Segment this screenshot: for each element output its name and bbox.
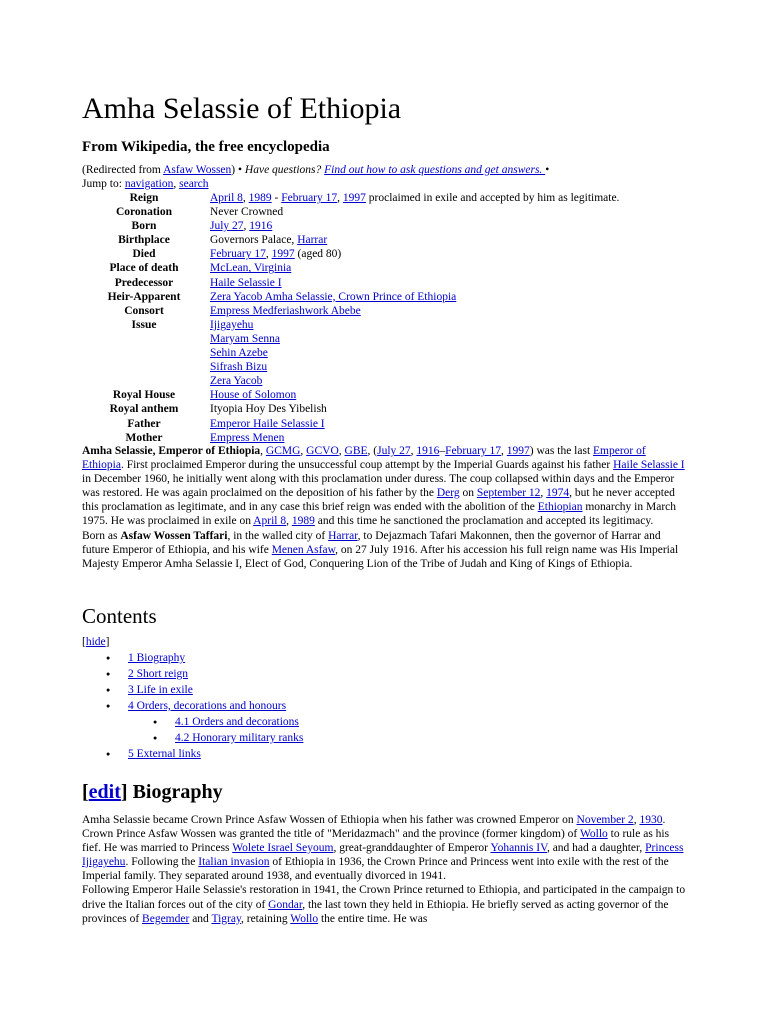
consort-value [210,304,619,318]
infobox-row-place-of-death [82,261,619,275]
table-of-contents [82,650,303,762]
wolete-israel-seyoum-link[interactable]: Wolete Israel Seyoum [232,842,334,855]
died-year-link[interactable]: 1997 [271,248,295,261]
edit-section-link[interactable]: edit [88,781,121,803]
coronation-year-link[interactable]: 1930 [639,814,663,826]
consort-label: Consort [124,304,164,317]
issue-link[interactable]: Maryam Senna [210,332,280,345]
infobox-row-born [82,219,619,233]
lead-section [82,444,688,571]
toc-hide-toggle [82,636,110,648]
born-comma: , [243,220,250,233]
toc-link-external-links[interactable]: 5 External links [128,748,201,760]
mother-link[interactable]: Empress Menen [210,431,285,444]
reign-comma-2: , [337,192,343,204]
infobox [82,191,619,445]
heir-link[interactable]: Zera Yacob Amha Selassie, Crown Prince of Ethiopia [210,290,457,303]
anthem-value: Ityopia Hoy Des Yibelish [210,403,327,416]
coronation-date-link[interactable]: November 2 [576,814,634,826]
reign-label: Reign [129,192,159,204]
text-run: , ( [367,445,378,457]
ask-questions-label: Find out how to ask questions and get answers. [324,164,546,176]
infobox-row-heir [82,290,619,304]
infobox-row-predecessor [82,276,619,290]
edit-bracket-close: ] [120,781,128,803]
hide-bracket-open: [ [82,636,86,648]
text-run: , on 27 July 1916. After his accession his full reign name was His Imperial Majesty Emperor Amha Selassie I, Elect of God, Conquering Lion of the Tribe of Judah and King of Kings of Ethiopia. [82,543,679,570]
reign-note: proclaimed in exile and accepted by him as legitimate. [365,192,620,204]
infobox-row-reign [82,191,619,205]
house-link[interactable]: House of Solomon [210,389,297,402]
jump-search-link[interactable]: search [179,178,209,190]
biography-paragraph-2 [82,883,688,925]
redirect-mid: ) • [231,164,245,176]
gondar-link[interactable]: Gondar [268,898,303,911]
birth-name: Asfaw Wossen Taffari [120,529,228,542]
text-run: , in the walled city of [227,529,329,542]
house-value [210,388,619,402]
exile-year-link[interactable]: 1989 [291,515,315,528]
menen-asfaw-link[interactable]: Menen Asfaw [271,543,336,556]
text-run: , [501,445,507,457]
infobox-row-father [82,417,619,431]
mother-label: Mother [125,431,163,444]
toc-link-orders-decorations[interactable]: 4.1 Orders and decorations [175,716,299,728]
text-run: Born as [82,529,121,542]
died-comma: , [265,248,272,261]
reign-value [210,191,619,205]
coronation-value: Never Crowned [210,206,284,219]
haile-selassie-link[interactable]: Haile Selassie I [613,459,685,472]
infobox-row-birthplace [82,233,619,247]
text-run: Amha Selassie became Crown Prince Asfaw Wossen of Ethiopia when his father was crowned Emperor on [82,814,577,826]
died-label: Died [132,248,156,261]
text-run: the entire time. He was [318,912,428,925]
died-date-link[interactable]: February 17 [210,248,266,261]
birthplace-value [210,233,619,247]
born-label: Born [131,220,157,233]
gbe-link[interactable]: GBE [344,445,368,457]
born-date-link[interactable]: July 27 [210,220,244,233]
lead-name: Amha Selassie, Emperor of Ethiopia [82,445,261,457]
birthplace-harrar-link[interactable]: Harrar [297,234,328,247]
ask-questions-link[interactable] [324,164,545,176]
biography-paragraph-1 [82,813,688,883]
text-run: , the last town they held in Ethiopia. He briefly served as acting governor of the provinces of [82,898,669,925]
contents-heading: Contents [82,604,157,628]
text-run: on [459,487,477,500]
coronation-label: Coronation [115,206,173,219]
birthplace-text: Governors Palace, [210,234,298,247]
jump-navigation-link[interactable]: navigation [124,178,174,190]
page-subtitle: From Wikipedia, the free encyclopedia [82,139,330,155]
biography-section [82,813,688,926]
text-run: ) was the last [529,445,594,457]
biography-heading [82,781,223,804]
heir-value [210,290,619,304]
text-run: , [633,814,640,826]
wollo-link[interactable]: Wollo [579,828,608,841]
reign-start-year-link[interactable]: 1989 [248,192,272,204]
wollo-link[interactable]: Wollo [290,912,319,925]
toc-link-biography[interactable]: 1 Biography [128,652,186,664]
father-label: Father [127,417,161,430]
mother-value [210,431,619,445]
text-run: , [540,487,547,500]
issue-link[interactable]: Ijigayehu [210,318,254,331]
toc-link-short-reign[interactable]: 2 Short reign [128,668,189,680]
text-run: , great-granddaughter of Emperor [333,842,491,855]
text-run: . Crown Prince Asfaw Wossen was granted the title of "Meridazmach" and the province (former kingdom) of [82,814,666,841]
reign-end-year-link[interactable]: 1997 [342,192,366,204]
deposition-date-link[interactable]: September 12 [476,487,541,500]
gcmg-link[interactable]: GCMG [265,445,301,457]
text-run: , [300,445,307,457]
edit-bracket-open: [ [82,781,89,803]
text-run: , and had a daughter, [546,842,646,855]
lead-paragraph-2 [82,529,688,571]
died-age: (aged 80) [294,248,342,261]
toc-link-military-ranks[interactable]: 4.2 Honorary military ranks [175,732,304,744]
begemder-link[interactable]: Begemder [142,912,190,925]
issue-label: Issue [131,318,157,331]
text-run: to rule as his fief. He was married to Princess [82,828,670,855]
text-run: . First proclaimed Emperor during the unsuccessful coup attempt by the Imperial Guards against his father [120,459,614,472]
text-run: . Following the [125,856,199,869]
infobox-row-anthem [82,402,619,416]
text-run: of Ethiopia in 1936, the Crown Prince and Princess went into exile with the rest of the Imperial family. They separated around 1938, and eventually divorced in 1941. [82,856,669,883]
text-run: – [439,445,446,457]
place-of-death-value [210,261,619,275]
infobox-row-died [82,247,619,261]
death-date-link[interactable]: February 17 [445,445,502,457]
text-run: and [189,912,212,925]
toc-link-life-in-exile[interactable]: 3 Life in exile [128,684,193,696]
jump-prefix: Jump to: [82,178,125,190]
toc-item [82,682,303,698]
yohannis-iv-link[interactable]: Yohannis IV [490,842,547,855]
text-run: in December 1960, he initially went along with this proclamation under duress. The coup collapsed within days and the Emperor was restored. He was again proclaimed on the deposition of his father by the [82,473,675,500]
redirect-suffix: • [545,164,550,176]
princess-ijigayehu-link[interactable]: Princess Ijigayehu [82,842,684,869]
gcvo-link[interactable]: GCVO [306,445,339,457]
text-run: , [410,445,417,457]
reign-dash: - [271,192,282,204]
place-of-death-label: Place of death [109,262,179,275]
died-value [210,247,619,261]
heir-label: Heir-Apparent [107,290,181,303]
reign-end-date-link[interactable]: February 17 [281,192,338,204]
reign-start-date-link[interactable]: April 8 [210,192,243,204]
deposition-year-link[interactable]: 1974 [546,487,570,500]
predecessor-label: Predecessor [114,276,174,289]
toc-link-orders[interactable]: 4 Orders, decorations and honours [128,700,287,712]
text-run: , [338,445,345,457]
infobox-row-issue [82,318,619,388]
predecessor-link[interactable]: Haile Selassie I [210,276,282,289]
text-run: monarchy in March 1975. He was proclaimed in exile on [82,501,677,528]
text-run: and this time he sanctioned the proclamation and accepted its legitimacy. [314,515,654,528]
toc-subitem [82,714,303,730]
exile-date-link[interactable]: April 8 [253,515,287,528]
toc-item [82,698,303,714]
death-year-link[interactable]: 1997 [506,445,530,457]
toc-item [82,650,303,666]
text-run: , [260,445,266,457]
page-title: Amha Selassie of Ethiopia [82,92,402,125]
issue-link[interactable]: Sehin Azebe [210,347,268,360]
derg-link[interactable]: Derg [436,487,460,500]
ethiopian-link[interactable]: Ethiopian [537,501,583,514]
hide-bracket-close: ] [105,636,110,648]
birthplace-label: Birthplace [118,234,170,247]
text-run: Following Emperor Haile Selassie's restoration in 1941, the Crown Prince returned to Ethiopia, and participated in the campaign to drive the Italian forces out of the city of [82,884,686,911]
redirect-prefix: (Redirected from [82,164,164,176]
predecessor-value [210,276,619,290]
house-label: Royal House [112,389,176,402]
issue-value [210,318,619,388]
italian-invasion-link[interactable]: Italian invasion [198,856,270,869]
text-run: , [286,515,292,528]
issue-link[interactable]: Zera Yacob [210,375,263,388]
toc-item [82,746,303,762]
questions-text: Have questions? [244,164,322,176]
born-year-link[interactable]: 1916 [249,220,273,233]
tigray-link[interactable]: Tigray [211,912,241,925]
text-run: , to Dejazmach Tafari Makonnen, then the governor of Harrar and future Emperor of Ethiopia, and his wife [82,529,661,556]
infobox-row-mother [82,431,619,445]
father-value [210,417,619,431]
infobox-row-consort [82,304,619,318]
redirect-source-link[interactable]: Asfaw Wossen [163,164,232,176]
born-value [210,219,619,233]
jump-to [82,177,208,191]
toc-item [82,666,303,682]
reign-comma-1: , [242,192,249,204]
text-run: , but he never accepted this proclamation as legitimate, and in any case this brief reign was ended with the abolition of the [82,487,675,514]
text-run: , retaining [240,912,291,925]
place-of-death-link[interactable]: McLean, Virginia [210,262,292,275]
birth-date-link[interactable]: July 27 [377,445,411,457]
emperor-of-ethiopia-link[interactable]: Emperor of Ethiopia [82,445,646,472]
consort-link[interactable]: Empress Medferiashwork Abebe [210,304,361,317]
jump-separator: , [173,178,180,190]
infobox-row-coronation [82,205,619,219]
father-link[interactable]: Emperor Haile Selassie I [210,417,325,430]
lead-paragraph-1 [82,444,688,529]
harrar-link[interactable]: Harrar [328,529,358,542]
redirect-notice [82,163,549,177]
anthem-label: Royal anthem [109,403,179,416]
biography-heading-text: Biography [127,781,223,803]
birth-year-link[interactable]: 1916 [416,445,440,457]
toc-hide-link[interactable]: hide [85,636,106,648]
toc-subitem [82,730,303,746]
infobox-row-house [82,388,619,402]
issue-link[interactable]: Sifrash Bizu [210,361,268,374]
